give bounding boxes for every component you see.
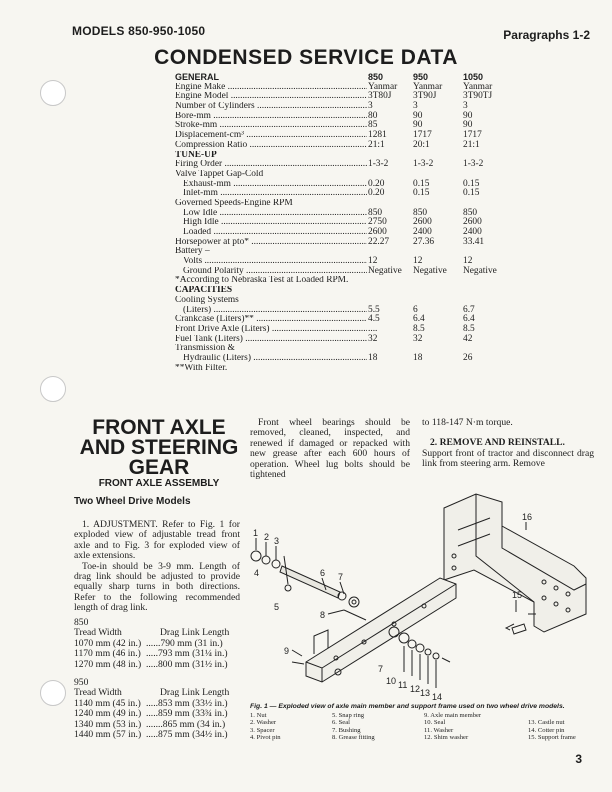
callout-8: 8 xyxy=(320,610,326,620)
spec-row-value: 0.20 xyxy=(368,178,385,189)
spec-row-label: TUNE-UP xyxy=(175,150,217,160)
spec-row-value: 90 xyxy=(463,110,473,121)
spec-row xyxy=(175,276,515,286)
spec-row-value: 2600 xyxy=(368,227,387,237)
callout-16: 16 xyxy=(522,512,533,522)
callout-7b: 7 xyxy=(378,664,384,674)
spec-row-label: Exhaust-mm ..... xyxy=(175,180,375,190)
callout-13: 13 xyxy=(420,688,431,698)
spec-row-value: 12 xyxy=(368,256,378,267)
remove-reinstall-heading: 2. REMOVE AND REINSTALL. xyxy=(430,437,565,449)
spec-row-value: 5.5 xyxy=(368,304,380,315)
figure-legend xyxy=(250,712,590,744)
spec-row-value: 0.15 xyxy=(413,188,430,199)
spec-row-label: Bore-mm ..... xyxy=(175,112,367,122)
spec-row xyxy=(175,141,515,151)
binder-hole-top xyxy=(40,80,66,106)
spec-row-value: 20:1 xyxy=(413,139,430,150)
spec-row-label: Hydraulic (Liters) ..... xyxy=(175,354,375,364)
spec-row-value: 4.5 xyxy=(368,314,380,325)
spec-row-label: Low Idle ..... xyxy=(175,209,375,219)
spec-row-label: Displacement-cm³ ..... xyxy=(175,131,367,141)
legend-item: 1. Nut xyxy=(250,712,267,719)
support-frame-drawing xyxy=(444,494,586,632)
spec-row-label: Compression Ratio ..... xyxy=(175,141,367,151)
spec-row-value: 26 xyxy=(463,352,473,363)
spec-row-value: 2400 xyxy=(413,227,432,237)
spec-row-value: 6.4 xyxy=(413,314,425,325)
spec-row xyxy=(175,335,515,345)
legend-item: 10. Seal xyxy=(424,719,446,727)
spec-row-value: 1717 xyxy=(463,130,482,141)
page-number: 3 xyxy=(575,752,582,766)
section-title: FRONT AXLE AND STEERING GEAR xyxy=(79,416,239,479)
spec-row-value: 8.5 xyxy=(463,323,475,334)
spec-row-label: Cooling Systems xyxy=(175,295,239,305)
spec-row-value: 32 xyxy=(413,333,423,344)
spec-row-label: Inlet-mm ..... xyxy=(175,189,375,199)
legend-item: 15. Support frame xyxy=(528,734,576,742)
spec-row-value: 2600 xyxy=(463,217,482,228)
callout-15: 15 xyxy=(512,590,523,600)
spec-row-value: 0.15 xyxy=(413,178,430,189)
spec-row xyxy=(175,354,515,364)
spec-row-value: 2400 xyxy=(463,227,482,237)
section-subtitle: FRONT AXLE ASSEMBLY xyxy=(98,478,220,489)
spec-row-label: Governed Speeds-Engine RPM xyxy=(175,198,293,208)
spec-row-label: Engine Model ..... xyxy=(175,92,367,102)
spec-row-label: Transmission & xyxy=(175,344,235,354)
spec-row-value: 1281 xyxy=(368,130,387,141)
spec-row-label: High Idle ..... xyxy=(175,218,375,228)
spec-row-value: 85 xyxy=(368,120,378,131)
legend-item: 5. Snap ring xyxy=(332,712,365,719)
spec-row-value: Negative xyxy=(368,265,402,276)
callout-9: 9 xyxy=(284,646,290,656)
para-toe-in: Toe-in should be 3-9 mm. Length of drag link should be adjusted to provide equally sharp turns in both directions. Refer to the following recommended length of drag link. xyxy=(74,560,240,614)
spec-table xyxy=(175,73,515,373)
spec-row-label: Horsepower at pto* ..... xyxy=(175,238,367,248)
spec-row-value: 2750 xyxy=(368,217,387,228)
spec-row-value: 80 xyxy=(368,110,378,121)
spec-row-value: 2600 xyxy=(413,217,432,228)
spec-row-label: Ground Polarity ..... xyxy=(175,267,375,277)
legend-item: 9. Axle main member xyxy=(424,712,482,719)
spec-row-label: CAPACITIES xyxy=(175,286,233,296)
spec-row-value: 3T90J xyxy=(413,91,437,102)
spec-row-value: 1-3-2 xyxy=(413,159,434,170)
callout-7: 7 xyxy=(338,572,344,582)
spec-row-label: Fuel Tank (Liters) ..... xyxy=(175,335,367,345)
spec-row-label: Loaded ..... xyxy=(175,228,375,238)
spec-row-value: 3 xyxy=(368,101,373,112)
spec-row-value: 6 xyxy=(413,304,418,315)
spec-row xyxy=(175,286,515,296)
spec-row-label: Engine Make ..... xyxy=(175,83,367,93)
axle-main-member-drawing xyxy=(292,578,456,682)
spec-row-value: 6.4 xyxy=(463,314,475,325)
col3-text xyxy=(422,418,594,470)
spec-row-label: Volts ..... xyxy=(175,257,375,267)
spec-col-850: 850 xyxy=(368,72,384,82)
legend-item: 4. Pivot pin xyxy=(250,734,281,742)
callout-10: 10 xyxy=(386,676,397,686)
legend-item: 8. Grease fitting xyxy=(332,734,375,742)
spec-row-value: Yanmar xyxy=(413,81,443,92)
callout-11: 11 xyxy=(398,680,408,690)
spec-row-value: 0.15 xyxy=(463,188,480,199)
spec-row-value: 0.15 xyxy=(463,178,480,189)
spec-row-label: (Liters) ..... xyxy=(175,306,375,316)
spec-row-value: 33.41 xyxy=(463,236,485,247)
col2-text xyxy=(250,418,410,480)
legend-item: 12. Shim washer xyxy=(424,734,469,742)
spec-row xyxy=(175,364,515,374)
spec-title: CONDENSED SERVICE DATA xyxy=(154,46,458,69)
spec-row-value: 18 xyxy=(413,352,423,363)
legend-item: 14. Cotter pin xyxy=(528,726,565,734)
manual-page: MODELS 850-950-1050 Paragraphs 1-2 CONDENSED SERVICE DATA GENERAL 850 950 1050 Engine Make ..... Yanmar Yanmar Yanmar Engine Model ..... 3T80J 3T90J 3T90TJ Number of Cylinders ..... 3 3 3 Bore-mm ..... 80 90 90 Stroke-mm ..... 85 90 90 Displacement-cm³ ..... 1281 1717 1717 Compression Ratio ..... 21:1 20:1 21:1 TUNE-UP Firing Order ..... 1-3-2 1-3-2 1-3-2 Valve Tappet Gap-Cold Exhaust-mm ..... 0.20 0.15 0.15 Inlet-mm ..... 0.20 0.15 0.15 Governed Speeds-Engine RPM Low Idle ..... 850 850 850 High Idle ..... 2750 2600 2600 Loaded ..... 2600 2400 2400 Horsepower at pto* ..... 22.27 27.36 33.41 Battery – Volts ..... 12 12 12 Ground Polarity ..... Negative Negative Negative *According to Nebraska Test at Loaded RPM. CAPACITIES Cooling Systems (Liters) ..... 5.5 6 6.7 Crankcase (Liters)** ..... 4.5 6.4 6.4 Front Drive Axle (Liters) ..... .... 8.5 8.5 Fuel Tank (Liters) ..... 32 32 42 Transmission & Hydraulic (Liters) ..... 18 18 26 **With Filter. FRONT AXLE AND STEERING GEAR FRONT AXLE ASSEMBLY Two Wheel Drive Models 1. ADJUSTMENT. Refer to Fig. 1 for exploded view of adjustable tread front axle and to Fig. 3 for exploded view of axle extensions. Toe-in should be 3-9 mm. Length of drag link should be adjusted to provide equally sharp turns in both directions. Refer to the following recommended length of drag link. 850 Tread Width Drag Link Length 1070 mm (42 in.) ......790 mm (31 in.) 1170 mm (46 in.) .....793 mm (31¼ in.) 1270 mm (48 in.) .....800 mm (31½ in.) 950 Tread Width Drag Link Length 1140 mm (45 in.) .....853 mm (33½ in.) 1240 mm (49 in.) .....859 mm (33¾ in.) 1340 mm (53 in.) .......865 mm (34 in.) 1440 mm (57 in.) .....875 mm (34½ in.) Front wheel bearings should be removed, cleaned, inspected, and renewed if damaged or repacked with new grease after each 600 hours of operation. Wheel lug bolts should be tightened to 118-147 N·m torque. 2. REMOVE AND REINSTALL. Support front of tractor and disconnect drag link from steering arm. Remove 1 2 3 4 5 6 7 8 9 7 10 11 12 13 14 15 16 Fig. 1 — Exploded view of axle main member and support frame used on two wheel drive models. 1. Nut 2. Washer 3. Spacer 4. Pivot pin 5. Snap ring 6. Seal 7. Bushing 8. Grease fitting 9. Axle main member 10. Seal 11. Washer 12. Shim washer 13. Castle nut 14. Cotter pin 15. Support frame 3 xyxy=(0,0,612,792)
spec-row-value: 22.27 xyxy=(368,236,390,247)
spec-row-value: 3T90TJ xyxy=(463,91,493,102)
spec-row-value: 42 xyxy=(463,333,473,344)
spec-row-value: .... xyxy=(368,323,378,334)
callout-2: 2 xyxy=(264,532,270,542)
spec-row-value: 90 xyxy=(463,120,473,131)
spec-row-value: Yanmar xyxy=(368,81,398,92)
spec-row-value: 1-3-2 xyxy=(463,159,484,170)
callout-4: 4 xyxy=(254,568,260,578)
spec-row-value: 21:1 xyxy=(368,139,385,150)
spec-row-label: Battery – xyxy=(175,247,210,257)
spec-row-label: Valve Tappet Gap-Cold xyxy=(175,169,264,179)
spec-row-value: 6.7 xyxy=(463,304,475,315)
binder-hole-middle xyxy=(40,376,66,402)
spec-row-value: Yanmar xyxy=(463,81,493,92)
spec-col-950: 950 xyxy=(413,72,429,82)
callout-6: 6 xyxy=(320,568,326,578)
callout-3: 3 xyxy=(274,536,280,546)
spec-row-label: **With Filter. xyxy=(175,363,228,373)
para-bearings: Front wheel bearings should be removed, cleaned, inspected, and renewed if damaged or repacked with new grease after each 600 hours of operation. Wheel lug bolts should be tightened xyxy=(250,417,410,481)
binder-hole-bottom xyxy=(40,680,66,706)
legend-item: 2. Washer xyxy=(250,719,277,727)
spec-row-value: 850 xyxy=(368,207,383,218)
spec-row-label: Front Drive Axle (Liters) ..... xyxy=(175,325,367,335)
legend-item: 7. Bushing xyxy=(332,726,361,734)
para-adjustment: 1. ADJUSTMENT. Refer to Fig. 1 for exploded view of adjustable tread front axle and to Fig. 3 for exploded view of axle extensions. xyxy=(74,519,240,562)
spec-row-value: 12 xyxy=(463,256,473,267)
legend-item: 11. Washer xyxy=(424,726,454,734)
callout-14: 14 xyxy=(432,692,443,702)
spec-row xyxy=(175,267,515,277)
legend-item: 13. Castle nut xyxy=(528,719,565,727)
spec-row-label: Number of Cylinders ..... xyxy=(175,102,367,112)
spec-row-value: 1717 xyxy=(413,130,432,141)
spec-row xyxy=(175,238,515,248)
spec-row-label: Firing Order ..... xyxy=(175,160,367,170)
spec-row-label: Crankcase (Liters)** ..... xyxy=(175,315,367,325)
spec-col-1050: 1050 xyxy=(463,72,484,82)
spec-row-value: Negative xyxy=(463,265,497,276)
spec-row-label: Stroke-mm ..... xyxy=(175,121,367,131)
figure-caption: Fig. 1 — Exploded view of axle main member and support frame used on two wheel drive models. xyxy=(250,703,565,710)
models-header: MODELS 850-950-1050 xyxy=(72,24,206,38)
spec-row-value: 3T80J xyxy=(368,91,392,102)
spec-row-value: 12 xyxy=(413,256,423,267)
paragraphs-header: Paragraphs 1-2 xyxy=(503,28,590,42)
para-remove: Support front of tractor and disconnect drag link from steering arm. Remove xyxy=(422,447,594,470)
spec-row xyxy=(175,189,515,199)
spec-row-label: *According to Nebraska Test at Loaded RPM. xyxy=(175,276,349,286)
callout-12: 12 xyxy=(410,684,421,694)
spec-col-general: GENERAL xyxy=(175,73,220,82)
spec-row-value: 850 xyxy=(413,207,428,218)
spec-row-value: 90 xyxy=(413,110,423,121)
spec-row-value: 1-3-2 xyxy=(368,159,389,170)
legend-item: 3. Spacer xyxy=(250,726,275,734)
spec-row-value: 850 xyxy=(463,207,478,218)
legend-item: 6. Seal xyxy=(332,719,350,727)
para-torque: to 118-147 N·m torque. xyxy=(422,417,513,428)
spec-row-value: 18 xyxy=(368,352,378,363)
spec-row-value: 8.5 xyxy=(413,323,425,334)
section-subsubtitle: Two Wheel Drive Models xyxy=(74,496,191,507)
spec-row-value: 27.36 xyxy=(413,236,435,247)
spec-row-value: 32 xyxy=(368,333,378,344)
callout-5: 5 xyxy=(274,602,280,612)
spec-row-value: 3 xyxy=(463,101,468,112)
spec-row xyxy=(175,160,515,170)
col1-text xyxy=(74,520,240,614)
exploded-axle-figure xyxy=(244,486,596,702)
spec-row-value: 3 xyxy=(413,101,418,112)
spec-row-value: 21:1 xyxy=(463,139,480,150)
spec-row-value: Negative xyxy=(413,265,447,276)
spec-row-value: 0.20 xyxy=(368,188,385,199)
spec-row-value: 90 xyxy=(413,120,423,131)
callout-1: 1 xyxy=(253,528,259,538)
